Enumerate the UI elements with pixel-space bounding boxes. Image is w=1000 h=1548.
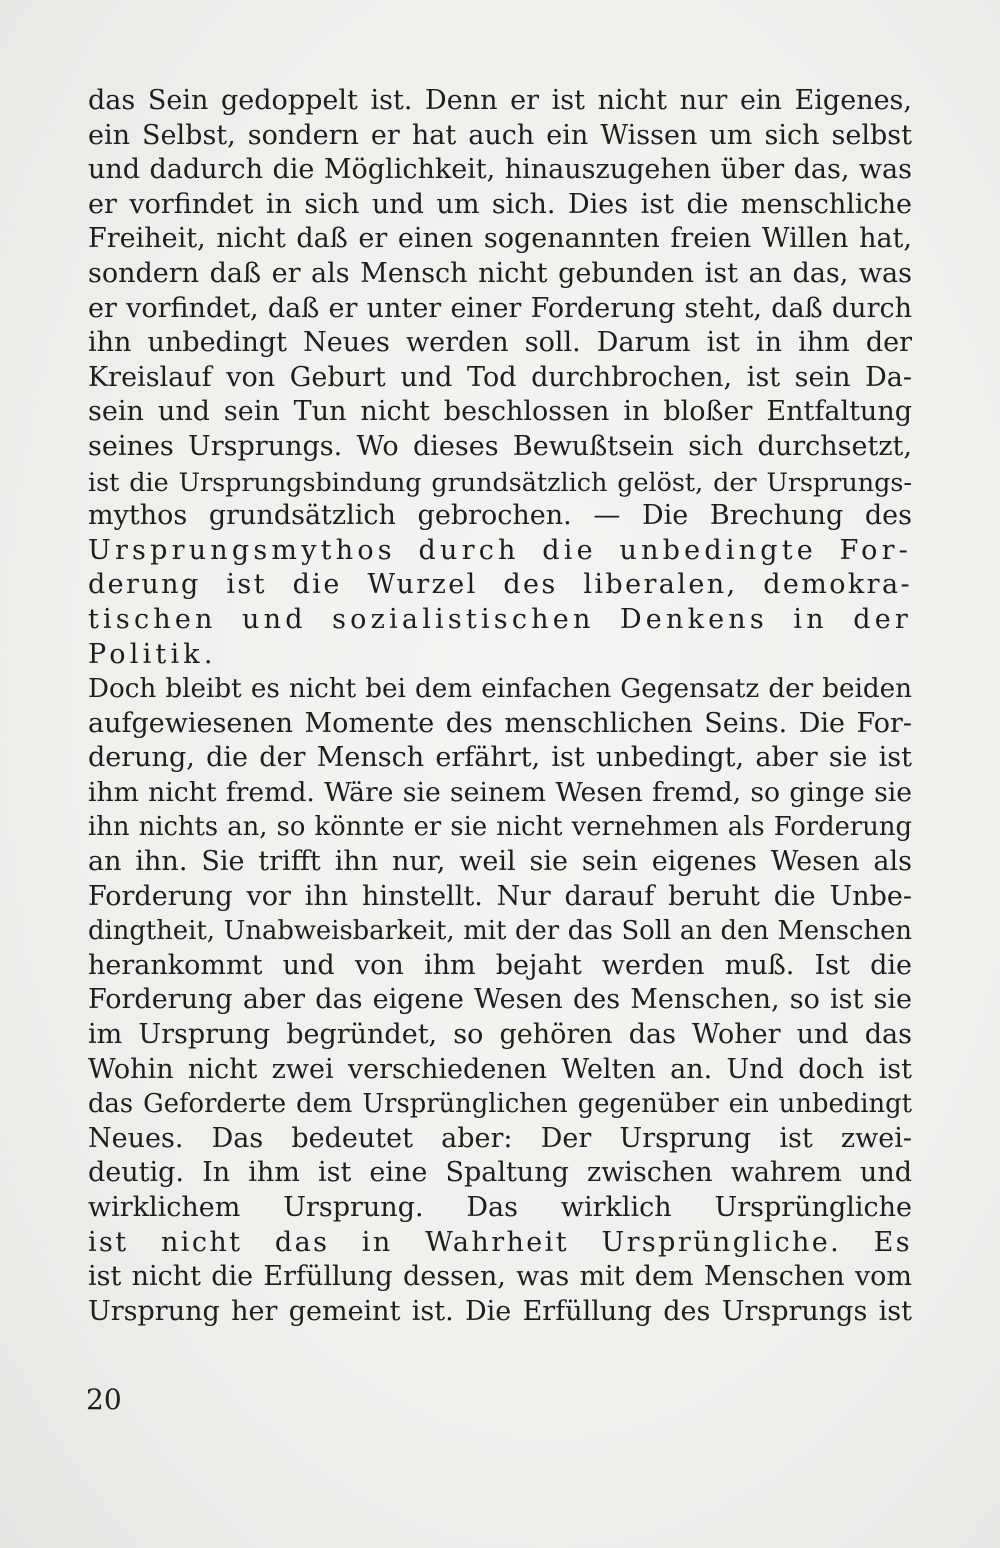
- text-line: ein Selbst, sondern er hat auch ein Wissen um sich selbst: [88, 119, 912, 151]
- text-line: das Geforderte dem Ursprünglichen gegenüber ein unbedingt: [88, 1089, 912, 1120]
- text-line: deutig. In ihm ist eine Spaltung zwischen wahrem und: [88, 1157, 912, 1189]
- text-line: aufgewiesenen Momente des menschlichen Seins. Die For-: [88, 707, 912, 739]
- text-line-spaced: Politik.: [88, 638, 217, 670]
- text-line: an ihn. Sie trifft ihn nur, weil sie sein eigenes Wesen als: [88, 846, 912, 878]
- text-line: Freiheit, nicht daß er einen sogenannten freien Willen hat,: [88, 223, 912, 255]
- text-line-spaced: derung ist die Wurzel des liberalen, demokra-: [88, 569, 912, 601]
- text-line-spaced: tischen und sozialistischen Denkens in der: [88, 603, 912, 635]
- text-line: sein und sein Tun nicht beschlossen in bloßer Entfaltung: [88, 396, 912, 428]
- text-line: Wohin nicht zwei verschiedenen Welten an. Und doch ist: [88, 1053, 912, 1085]
- text-line: Kreislauf von Geburt und Tod durchbrochen, ist sein Da-: [88, 361, 912, 393]
- text-line: ihm nicht fremd. Wäre sie seinem Wesen fremd, so ginge sie: [88, 776, 912, 808]
- text-line: Doch bleibt es nicht bei dem einfachen Gegensatz der beiden: [88, 674, 912, 705]
- body-text: [88, 84, 912, 1329]
- text-line-spaced: Ursprungsmythos durch die unbedingte For-: [88, 534, 912, 566]
- text-line: derung, die der Mensch erfährt, ist unbedingt, aber sie ist: [88, 742, 912, 774]
- text-line: ist die Ursprungsbindung grundsätzlich gelöst, der Ursprungs-: [88, 466, 912, 497]
- text-line: Forderung aber das eigene Wesen des Menschen, so ist sie: [88, 984, 912, 1016]
- text-line: er vorfindet, daß er unter einer Forderung steht, daß durch: [88, 292, 912, 324]
- text-line: herankommt und von ihm bejaht werden muß. Ist die: [88, 949, 912, 981]
- text-line: ihn nichts an, so könnte er sie nicht vernehmen als Forderung: [88, 812, 912, 843]
- text-line: ihn unbedingt Neues werden soll. Darum ist in ihm der: [88, 327, 912, 359]
- text-line: und dadurch die Möglichkeit, hinauszugehen über das, was: [88, 154, 912, 186]
- text-line: er vorfindet in sich und um sich. Dies ist die menschliche: [88, 188, 912, 220]
- text-line: ist nicht die Erfüllung dessen, was mit dem Menschen vom: [88, 1261, 912, 1293]
- text-line: Forderung vor ihn hinstellt. Nur darauf beruht die Unbe-: [88, 880, 912, 912]
- text-line: im Ursprung begründet, so gehören das Woher und das: [88, 1019, 912, 1051]
- text-line: Neues. Das bedeutet aber: Der Ursprung ist zwei-: [88, 1122, 912, 1154]
- text-line: mythos grundsätzlich gebrochen. — Die Brechung des: [88, 500, 912, 532]
- text-line-spaced: ist nicht das in Wahrheit Ursprüngliche. Es: [88, 1226, 912, 1258]
- text-line: dingtheit, Unabweisbarkeit, mit der das Soll an den Menschen: [88, 916, 912, 947]
- text-line: Ursprung her gemeint ist. Die Erfüllung des Ursprungs ist: [88, 1295, 912, 1327]
- page-number: 20: [86, 1383, 122, 1416]
- text-line: wirklichem Ursprung. Das wirklich Ursprüngliche: [88, 1192, 912, 1223]
- text-line: das Sein gedoppelt ist. Denn er ist nicht nur ein Eigenes,: [88, 85, 912, 116]
- text-line: sondern daß er als Mensch nicht gebunden ist an das, was: [88, 257, 912, 289]
- text-line: seines Ursprungs. Wo dieses Bewußtsein sich durchsetzt,: [88, 430, 912, 462]
